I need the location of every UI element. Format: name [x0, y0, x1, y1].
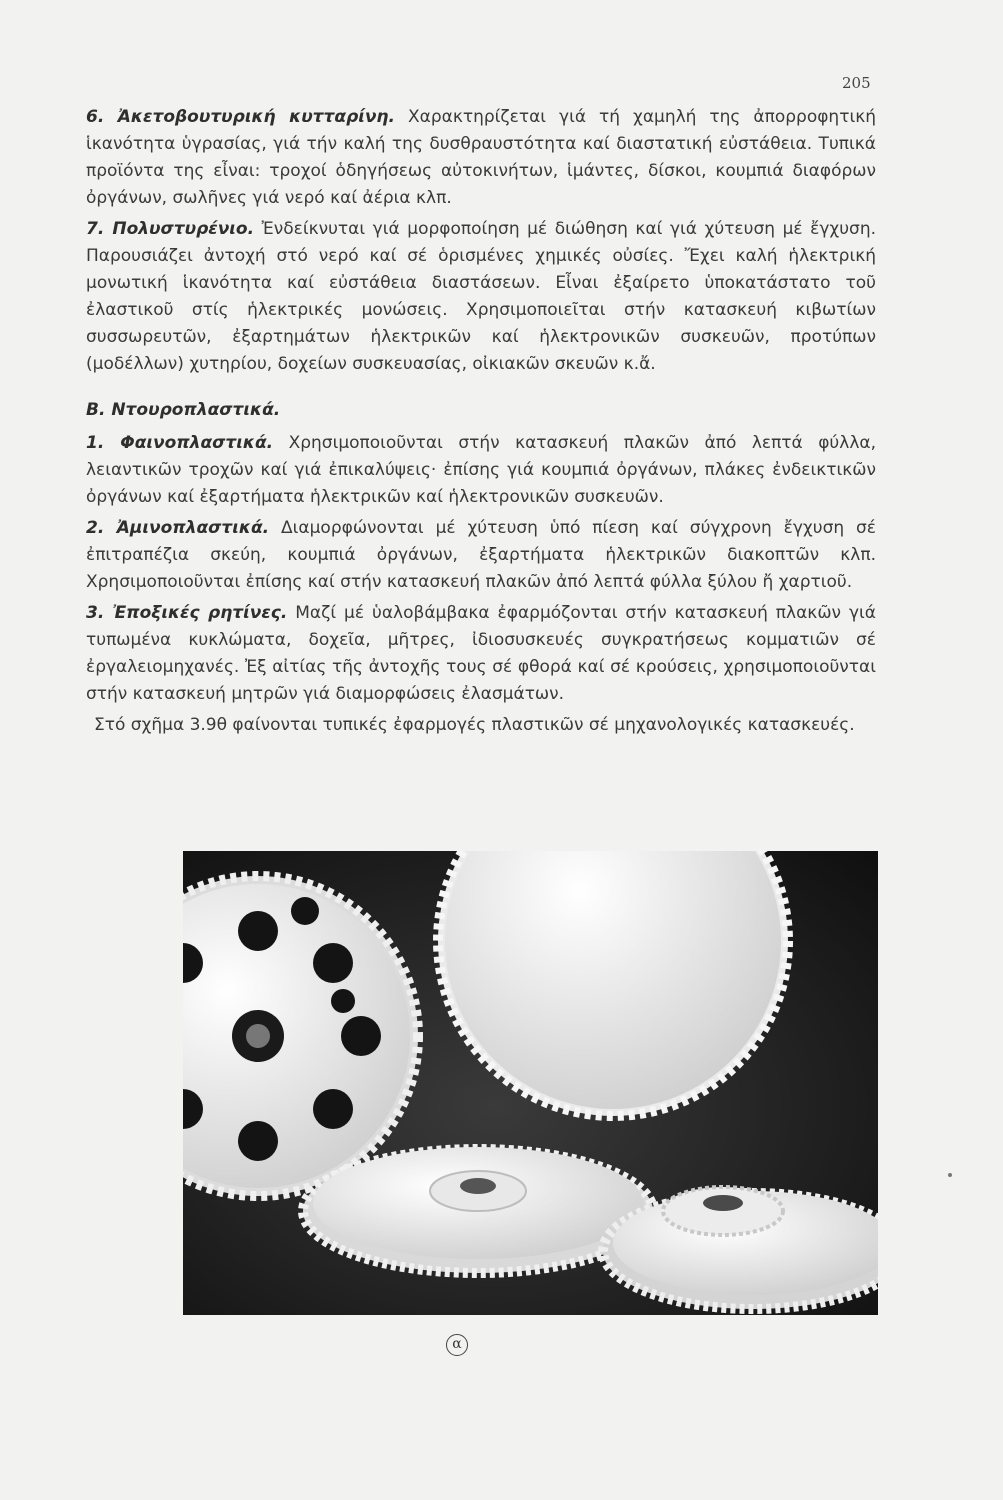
entry-phenolics [86, 430, 876, 511]
entry-text: Χρησιμοποιοῦνται στήν κατασκευή πλακῶν ἀπό λεπτά φύλλα, λειαντικῶν τροχῶν καί γιά ἐπικαλύψεις· ἐπίσης γιά κουμπιά ὀργάνων, πλάκες ἐνδεικτικῶν ὀργάνων καί ἐξαρτήματα ἡλεκτρικῶν καί ἡλεκτρονικῶν συσκευῶν. [86, 433, 876, 507]
gears-illustration [183, 851, 878, 1315]
entry-cellulose-acetobutyrate [86, 104, 876, 212]
entry-term: 7. Πολυστυρένιο. [86, 219, 255, 239]
entry-term: 3. Ἐποξικές ρητίνες. [86, 603, 288, 623]
entry-term: 1. Φαινοπλαστικά. [86, 433, 274, 453]
entry-epoxy-resins [86, 600, 876, 708]
spur-gear-left [303, 1147, 653, 1273]
entry-term: 2. Ἀμινοπλαστικά. [86, 518, 270, 538]
page-number: 205 [842, 74, 871, 92]
entry-text: Ἐνδείκνυται γιά μορφοποίηση μέ διώθηση καί γιά χύτευση μέ ἔγχυση. Παρουσιάζει ἀντοχή στό νερό καί σέ ὁρισμένες χημικές οὐσίες. Ἔχει καλή ἡλεκτρική μονωτική ἱκανότητα καί εὐστάθεια διαστάσεων. Εἶναι ἐξαίρετο ὑποκατάστατο τοῦ ἐλαστικοῦ στίς ἡλεκτρικές μονώσεις. Χρησιμοποιεῖται στήν κατασκευή κιβωτίων συσσωρευτῶν, ἐξαρτημάτων ἡλεκτρικῶν καί ἡλεκτρονικῶν συσκευῶν, προτύπων (μοδέλλων) χυτηρίου, δοχείων συσκευασίας, οἰκιακῶν σκευῶν κ.ἄ. [86, 219, 876, 374]
gears-photo [183, 851, 878, 1315]
entry-aminoplastics [86, 515, 876, 596]
entry-term: 6. Ἀκετοβουτυρική κυτταρίνη. [86, 107, 395, 127]
entry-text: Χαρακτηρίζεται γιά τή χαμηλή της ἀπορροφητική ἱκανότητα ὑγρασίας, γιά τήν καλή της δυσθραυστότητα καί διαστατική εὐστάθεια. Τυπικά προϊόντα της εἶναι: τροχοί ὁδηγήσεως αὐτοκινήτων, ἱμάντες, δίσκοι, κουμπιά διαφόρων ὀργάνων, σωλῆνες γιά νερό καί ἀέρια κλπ. [86, 107, 876, 208]
body-text [86, 104, 876, 743]
figure-label: α [446, 1334, 468, 1356]
entry-polystyrene [86, 216, 876, 378]
entry-text: Μαζί μέ ὑαλοβάμβακα ἐφαρμόζονται στήν κατασκευή πλακῶν γιά τυπωμένα κυκλώματα, δοχεῖα, μῆτρες, ἰδιοσυσκευές συγκρατήσεως κομματιῶν σέ ἐργαλειομηχανές. Ἐξ αἰτίας τῆς ἀντοχῆς τους σέ φθορά καί σέ κρούσεις, χρησιμοποιοῦνται στήν κατασκευή μητρῶν γιά διαμορφώσεις ἐλασμάτων. [86, 603, 876, 704]
scan-speck [948, 1173, 952, 1177]
closing-paragraph: Στό σχῆμα 3.9θ φαίνονται τυπικές ἐφαρμογές πλαστικῶν σέ μηχανολογικές κατασκευές. [94, 715, 855, 735]
section-heading-thermosets: Β. Ντουροπλαστικά. [86, 400, 281, 420]
entry-text: Διαμορφώνονται μέ χύτευση ὑπό πίεση καί σύγχρονη ἔγχυση σέ ἐπιτραπέζια σκεύη, κουμπιά ὀργάνων, ἐξαρτήματα ἡλεκτρικῶν διακοπτῶν κλπ. Χρησιμοποιοῦνται ἐπίσης καί στήν κατασκευή πλακῶν ἀπό λεπτά φύλλα ξύλου ἤ χαρτιοῦ. [86, 518, 876, 592]
